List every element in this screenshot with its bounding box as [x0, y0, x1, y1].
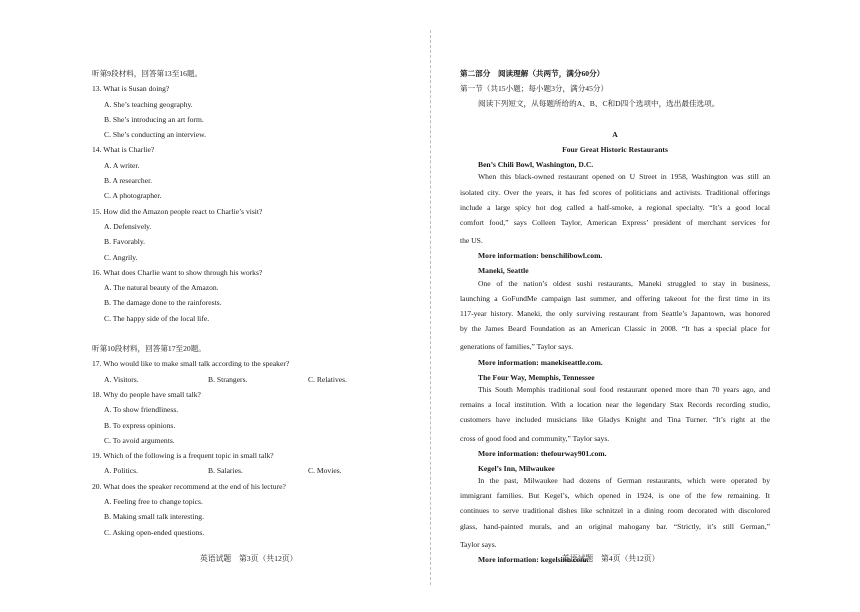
left-column — [92, 66, 422, 540]
restaurant-3-line: customers have included musicians like Gladys Knight and Tina Turner. “It’s right at the — [460, 415, 770, 425]
q17-option-c: C. Relatives. — [308, 374, 348, 384]
right-column — [460, 66, 770, 567]
restaurant-3-line: cross of good food and community,” Taylor says. — [460, 433, 610, 443]
q19-option-c: C. Movies. — [308, 466, 342, 476]
restaurant-2-line: by the James Beard Foundation as an American Classic in 2008. “It has a special place for — [460, 324, 770, 334]
restaurant-2-line: launching a GoFundMe campaign last summer, and offering takeout for the first time in its — [460, 293, 770, 303]
q18-option-a: A. To show friendliness. — [104, 405, 179, 415]
section9-intro: 听第9段材料，回答第13至16题。 — [92, 69, 203, 78]
q16-option-c: C. The happy side of the local life. — [104, 313, 210, 323]
restaurant-1-line: When this black-owned restaurant opened on U Street in 1958, Washington was still an — [478, 172, 770, 182]
q14-option-a: A. A writer. — [104, 160, 140, 170]
q14-option-c: C. A photographer. — [104, 191, 162, 201]
restaurant-1-line: isolated city. Over the years, it has fed scores of politicians and activists. Traditional offerings — [460, 187, 770, 197]
restaurant-3-line: This South Memphis traditional soul food restaurant opened more than 70 years ago, and — [478, 384, 770, 394]
restaurant-2-more-info: More information: manekiseattle.com. — [478, 357, 603, 367]
restaurant-2-line: 117-year history. Maneki, the only surviving restaurant from Seattle’s Japantown, was honored — [460, 309, 770, 318]
passage-title: Four Great Historic Restaurants — [562, 144, 668, 154]
restaurant-1-more-info: More information: benschilibowl.com. — [478, 251, 603, 261]
restaurant-4-line: continues to serve traditional dishes like schnitzel in a dining room decorated with discolored — [460, 506, 770, 516]
q19-options — [92, 463, 422, 478]
restaurant-2-line: generations of families,” Taylor says. — [460, 342, 574, 352]
question-20-stem: 20. What does the speaker recommend at the end of his lecture? — [92, 481, 286, 491]
section10-intro: 听第10段材料，回答第17至20题。 — [92, 344, 206, 354]
q14-option-b: B. A researcher. — [104, 176, 153, 186]
restaurant-1-line: comfort food,” says Colleen Taylor, American Express’ president of merchant services for — [460, 217, 770, 227]
restaurant-3-line: remains a local institution. With a location near the legendary Stax Records recording studio, — [460, 400, 770, 410]
q19-option-b: B. Salaries. — [208, 466, 243, 476]
q15-option-a: A. Defensively. — [104, 221, 152, 231]
question-17-stem: 17. Who would like to make small talk according to the speaker? — [92, 359, 290, 369]
restaurant-4-line: glass, hand-painted murals, and an original mahogany bar. “Strictly, it’s still German,” — [460, 521, 770, 531]
restaurant-1-name: Ben’s Chili Bowl, Washington, D.C. — [478, 160, 594, 170]
restaurant-4-more-info: More information: kegelsinn.com. — [478, 555, 589, 564]
spacer — [460, 112, 770, 127]
restaurant-4-line: Taylor says. — [460, 539, 497, 549]
restaurant-4-line: In the past, Milwaukee had dozens of German restaurants, which were operated by — [478, 476, 770, 486]
restaurant-2-name: Maneki, Seattle — [478, 266, 529, 276]
q13-option-c: C. She’s conducting an interview. — [104, 130, 207, 140]
q20-option-c: C. Asking open-ended questions. — [104, 527, 205, 537]
restaurant-4-name: Kegel’s Inn, Milwaukee — [478, 463, 555, 473]
page-footer-left: 英语试题 第3页（共12页） — [200, 554, 298, 563]
restaurant-4-line: immigrant families. But Kegel’s, which opened in 1924, is one of the few remaining. It — [460, 491, 770, 501]
question-16-stem: 16. What does Charlie want to show through his works? — [92, 267, 263, 277]
question-15-stem: 15. How did the Amazon people react to Charlie’s visit? — [92, 206, 263, 216]
q18-option-b: B. To express opinions. — [104, 420, 176, 430]
q18-option-c: C. To avoid arguments. — [104, 435, 175, 445]
q20-option-b: B. Making small talk interesting. — [104, 512, 204, 522]
restaurant-1-line: the US. — [460, 236, 483, 246]
question-14-stem: 14. What is Charlie? — [92, 145, 155, 155]
section-heading: 第一节（共15小题；每小题3分，满分45分） — [460, 84, 609, 94]
q15-option-c: C. Angrily. — [104, 252, 138, 262]
restaurant-1-line: include a large spicy hot dog called a half-smoke, a regional specialty. “It’s a good local — [460, 202, 770, 212]
part-title: 第二部分 阅读理解（共两节，满分60分） — [460, 69, 605, 78]
q19-option-a: A. Politics. — [104, 466, 138, 476]
restaurant-2-line: One of the nation’s oldest sushi restaurants, Maneki struggled to stay in business, — [478, 278, 770, 288]
q17-option-b: B. Strangers. — [208, 374, 248, 384]
q13-option-a: A. She’s teaching geography. — [104, 99, 193, 109]
page-footer-right: 英语试题 第4页（共12页） — [562, 554, 660, 563]
q13-option-b: B. She’s introducing an art form. — [104, 114, 204, 124]
question-13-stem: 13. What is Susan doing? — [92, 84, 170, 94]
page-divider — [430, 30, 431, 585]
q17-option-a: A. Visitors. — [104, 374, 139, 384]
q16-option-a: A. The natural beauty of the Amazon. — [104, 283, 219, 293]
q16-option-b: B. The damage done to the rainforests. — [104, 298, 222, 308]
q20-option-a: A. Feeling free to change topics. — [104, 497, 203, 507]
question-19-stem: 19. Which of the following is a frequent topic in small talk? — [92, 451, 274, 461]
spacer — [92, 326, 422, 341]
restaurant-3-name: The Four Way, Memphis, Tennessee — [478, 372, 595, 382]
restaurant-3-more-info: More information: thefourway901.com. — [478, 448, 607, 458]
reading-instruction: 阅读下列短文，从每题所给的A、B、C和D四个选项中，选出最佳选项。 — [478, 99, 720, 109]
q15-option-b: B. Favorably. — [104, 237, 146, 247]
q17-options — [92, 372, 422, 387]
question-18-stem: 18. Why do people have small talk? — [92, 389, 201, 399]
passage-letter: A — [612, 129, 618, 139]
